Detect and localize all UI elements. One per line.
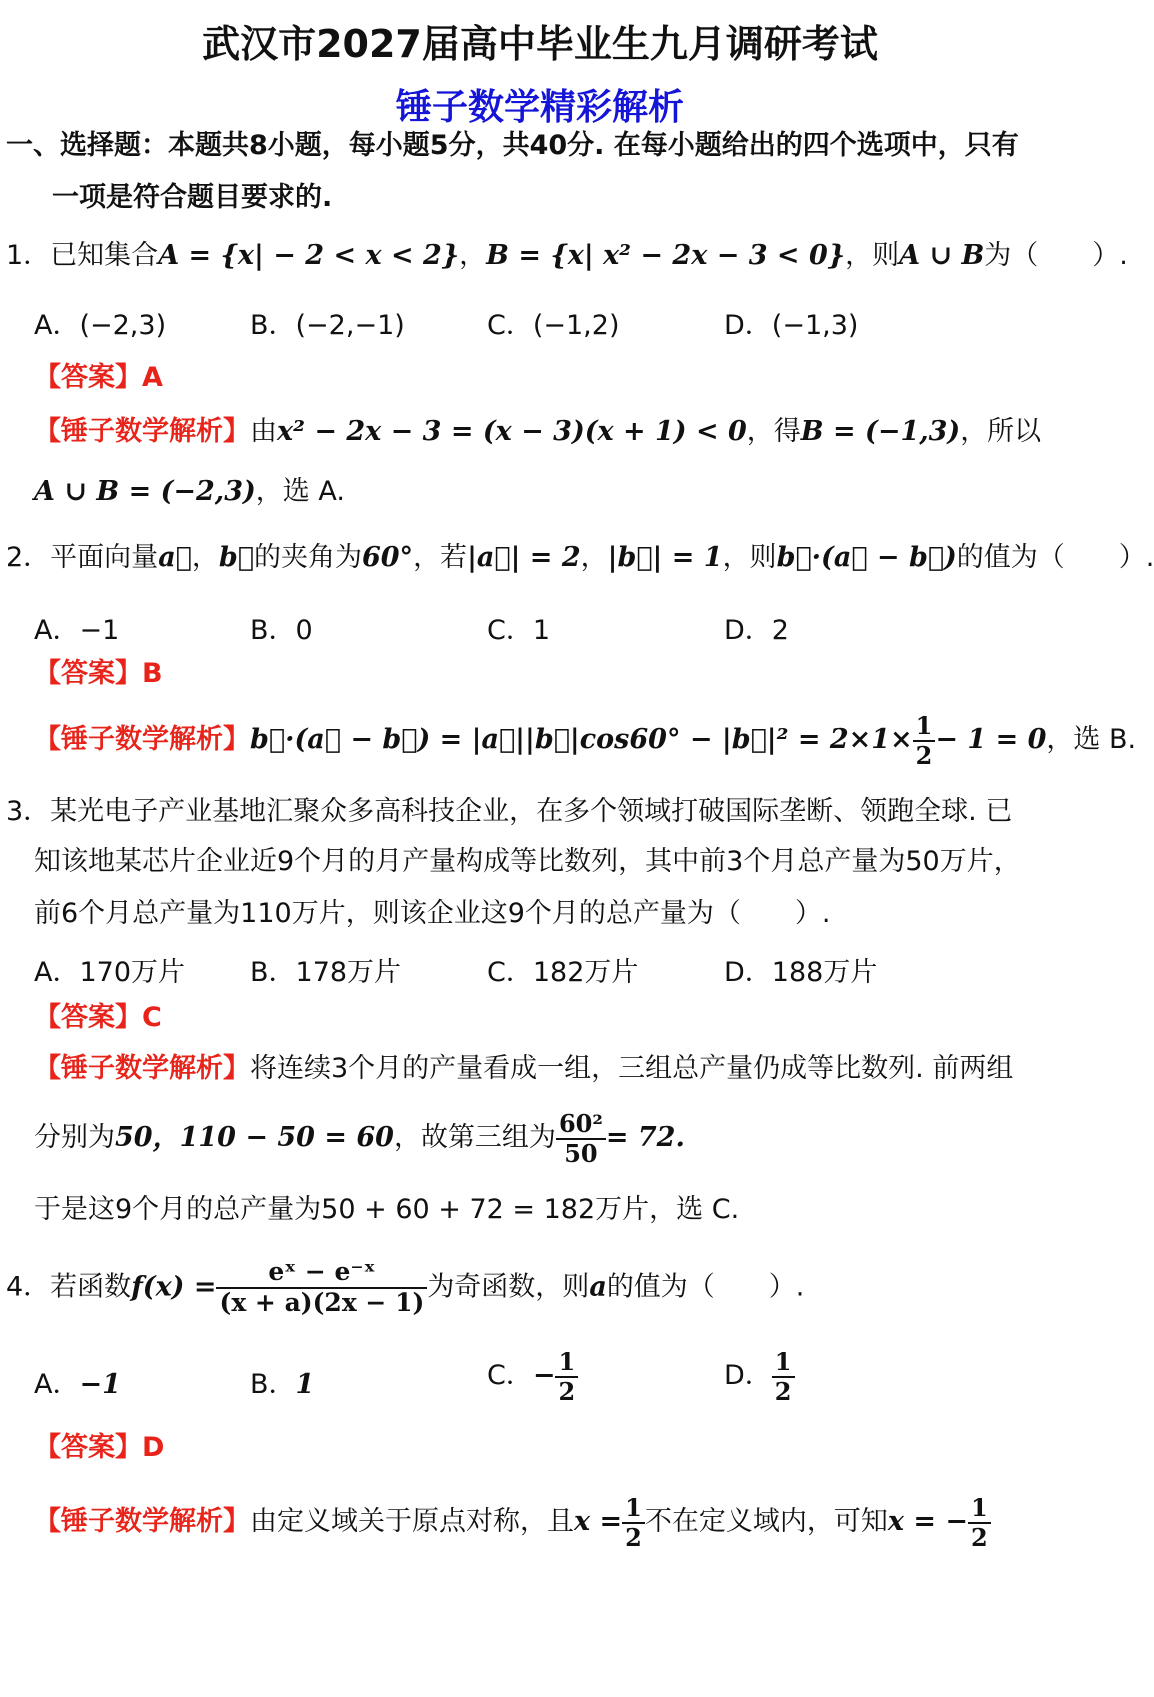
answer-label: 【答案】: [34, 1002, 142, 1033]
q2-option-a: A．−1: [34, 615, 120, 646]
q4-func: f(x) =: [131, 1271, 217, 1303]
q1-analysis-line1: [34, 416, 1041, 448]
q1-option-d: D．(−1,3): [724, 310, 859, 341]
q4-stem-c: 的值为（ ）.: [606, 1271, 805, 1303]
q4-option-d-label: D．: [724, 1360, 772, 1392]
q2-stem-d: ，则: [722, 542, 777, 573]
q3-analysis-fraction: [556, 1110, 606, 1167]
fraction-denominator: 2: [625, 1522, 642, 1552]
q2-analysis-fraction: [913, 712, 936, 769]
q2-sep2: ，: [580, 542, 608, 573]
q3-analysis-line1: [34, 1053, 1013, 1085]
question-2-stem: [6, 542, 1154, 574]
q2-option-c: C．1: [487, 615, 551, 646]
q1-analysis-expr2: B = (−1,3): [800, 416, 961, 447]
answer-label: 【答案】: [34, 658, 142, 689]
q4-analysis-fraction1: [622, 1494, 645, 1551]
q4-analysis-a: 由定义域关于原点对称，且: [250, 1506, 574, 1538]
question-3-line3: 前6个月总产量为110万片，则该企业这9个月的总产量为（ ）.: [34, 898, 831, 929]
q2-angle: 60°: [361, 542, 414, 573]
q2-vec-a: a⃗: [158, 542, 192, 573]
question-3-line2: 知该地某芯片企业近9个月的月产量构成等比数列，其中前3个月总产量为50万片，: [34, 846, 1021, 877]
question-1-stem: [6, 240, 1128, 272]
q2-stem-c: ，若: [413, 542, 468, 573]
fraction-denominator: 2: [774, 1376, 792, 1406]
q3-analysis-line2-tail: = 72.: [605, 1122, 685, 1154]
q3-option-d: D．188万片: [724, 957, 878, 988]
q1-union: A ∪ B: [899, 240, 985, 271]
q2-sep: ，: [191, 542, 219, 573]
answer-label: 【答案】: [34, 362, 142, 393]
analysis-label: 【锤子数学解析】: [34, 724, 250, 756]
q3-answer-value: C: [142, 1002, 162, 1033]
q4-answer: [34, 1432, 164, 1464]
q2-stem-e: 的值为（ ）.: [956, 542, 1154, 573]
q4-analysis-b: 不在定义域内，可知: [644, 1506, 888, 1538]
q1-sep: ，: [459, 240, 487, 271]
q4-option-d: [724, 1348, 795, 1405]
q4-option-c-sign: −: [532, 1360, 556, 1392]
q4-option-c-fraction: [555, 1348, 578, 1405]
q3-answer: [34, 1002, 162, 1034]
analysis-label: 【锤子数学解析】: [34, 1506, 250, 1538]
q1-set-b: B = {x| x² − 2x − 3 < 0}: [486, 240, 846, 271]
q4-option-b-label: B．: [250, 1369, 296, 1400]
q1-analysis-line2-text: ，选 A.: [255, 476, 345, 507]
q4-option-c: [487, 1348, 578, 1405]
fraction-denominator: 2: [915, 740, 933, 770]
page-subtitle: 锤子数学精彩解析: [395, 87, 684, 128]
q1-analysis-line2: [34, 476, 345, 508]
q4-answer-value: D: [142, 1432, 165, 1463]
fraction-numerator: 1: [555, 1348, 578, 1378]
q2-option-d: D．2: [724, 615, 789, 646]
q4-option-a-label: A．: [34, 1369, 80, 1400]
fraction-numerator: eˣ − e⁻ˣ: [216, 1258, 427, 1289]
q3-analysis-line3: 于是这9个月的总产量为50 + 60 + 72 = 182万片，选 C.: [34, 1194, 740, 1225]
q1-stem-a: 1．已知集合: [6, 240, 159, 271]
q2-analysis-text: ，选 B.: [1046, 724, 1137, 756]
q3-analysis-line2: [34, 1110, 685, 1167]
q2-answer: [34, 658, 163, 690]
q4-option-a-value: −1: [79, 1369, 121, 1400]
q1-analysis-b: ，得: [746, 416, 801, 447]
q2-expr: b⃗·(a⃗ − b⃗): [776, 542, 957, 573]
q1-answer-value: A: [142, 362, 163, 393]
q4-analysis-fraction2: [968, 1494, 991, 1551]
answer-label: 【答案】: [34, 1432, 142, 1463]
q4-option-a: [34, 1362, 121, 1401]
q1-stem-c: 为（ ）.: [984, 240, 1128, 271]
analysis-label: 【锤子数学解析】: [34, 1053, 250, 1084]
fraction-denominator: (x + a)(2x − 1): [219, 1287, 425, 1317]
q2-answer-value: B: [142, 658, 163, 689]
q4-option-b: [250, 1362, 314, 1401]
q2-cond2: |b⃗| = 1: [607, 542, 723, 573]
q3-option-c: C．182万片: [487, 957, 639, 988]
q4-stem-a: 4．若函数: [6, 1271, 132, 1303]
q3-option-b: B．178万片: [250, 957, 402, 988]
q4-var: a: [589, 1271, 607, 1303]
fraction-denominator: 50: [564, 1138, 598, 1168]
section-header-line1: 一、选择题：本题共8小题，每小题5分，共40分. 在每小题给出的四个选项中，只有: [6, 130, 1019, 161]
q4-option-c-label: C．: [487, 1360, 533, 1392]
q1-option-a: A．(−2,3): [34, 310, 167, 341]
q4-analysis: [34, 1494, 991, 1551]
q2-cond1: |a⃗| = 2: [467, 542, 581, 573]
fraction-denominator: 2: [558, 1376, 576, 1406]
q1-analysis-a: 由: [250, 416, 277, 447]
q4-fraction: [216, 1258, 427, 1318]
q1-analysis-c: ，所以: [960, 416, 1042, 447]
fraction-numerator: 1: [622, 1494, 645, 1524]
q4-option-b-value: 1: [295, 1369, 315, 1400]
q1-stem-b: ，则: [845, 240, 900, 271]
fraction-numerator: 1: [968, 1494, 991, 1524]
q1-set-a: A = {x| − 2 < x < 2}: [158, 240, 460, 271]
q3-option-a: A．170万片: [34, 957, 186, 988]
q3-analysis-line2-b: ，故第三组为: [393, 1122, 556, 1154]
q1-answer: [34, 362, 163, 394]
section-header-line2: 一项是符合题目要求的.: [52, 182, 333, 213]
q1-option-b: B．(−2,−1): [250, 310, 405, 341]
q4-stem-b: 为奇函数，则: [427, 1271, 590, 1303]
analysis-label: 【锤子数学解析】: [34, 416, 250, 447]
q1-option-c: C．(−1,2): [487, 310, 620, 341]
fraction-denominator: 2: [970, 1522, 988, 1552]
q2-analysis: [34, 712, 1136, 769]
question-4-stem: [6, 1258, 804, 1318]
q1-analysis-expr: x² − 2x − 3 = (x − 3)(x + 1) < 0: [277, 416, 747, 447]
q2-option-b: B．0: [250, 615, 313, 646]
page-title: 武汉市2027届高中毕业生九月调研考试: [202, 22, 878, 66]
q4-analysis-x1: x =: [574, 1506, 623, 1538]
q2-stem-b: 的夹角为: [253, 542, 362, 573]
q2-analysis-expr: b⃗·(a⃗ − b⃗) = |a⃗||b⃗|cos60° − |b⃗|² = 2×1×: [250, 724, 913, 756]
q3-analysis-line1-text: 将连续3个月的产量看成一组，三组总产量仍成等比数列. 前两组: [250, 1053, 1014, 1084]
q2-stem-a: 2．平面向量: [6, 542, 159, 573]
fraction-numerator: 1: [913, 712, 936, 742]
q2-analysis-expr-tail: − 1 = 0: [935, 724, 1047, 756]
fraction-numerator: 1: [772, 1348, 795, 1378]
q2-vec-b: b⃗: [218, 542, 254, 573]
question-3-line1: 3．某光电子产业基地汇聚众多高科技企业，在多个领域打破国际垄断、领跑全球. 已: [6, 796, 1013, 827]
q1-analysis-line2-expr: A ∪ B = (−2,3): [34, 476, 256, 507]
q3-analysis-line2-expr: 50，110 − 50 = 60: [115, 1122, 394, 1154]
q3-analysis-line2-a: 分别为: [34, 1122, 115, 1154]
q4-option-d-fraction: [772, 1348, 795, 1405]
q4-analysis-x2: x = −: [887, 1506, 968, 1538]
fraction-numerator: 60²: [556, 1110, 606, 1140]
